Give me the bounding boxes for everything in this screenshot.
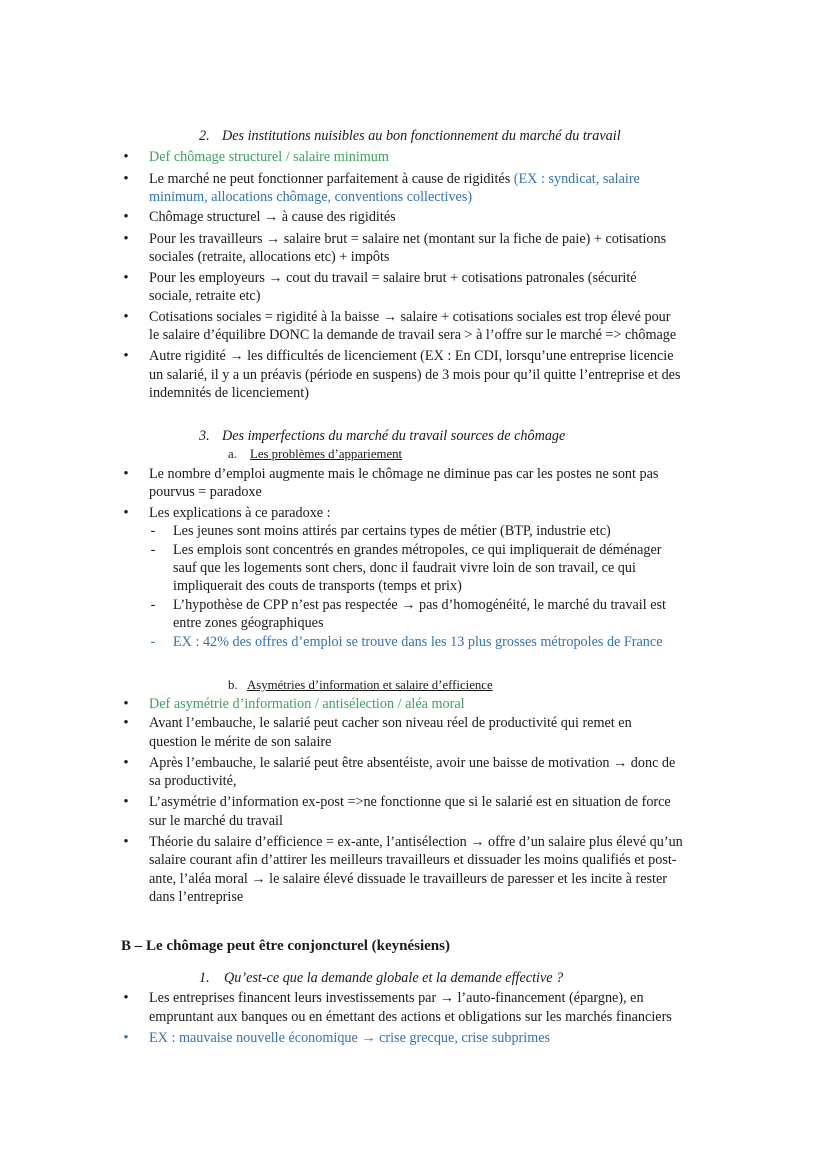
list-item: Avant l’embauche, le salarié peut cacher son niveau réel de productivité qui remet en xyxy=(149,715,632,731)
list-item: Les explications à ce paradoxe : xyxy=(149,505,331,521)
bullet-icon: • xyxy=(123,466,129,482)
list-item-continuation: sur le marché du travail xyxy=(149,813,283,829)
sub-list-item: Les emplois sont concentrés en grandes métropoles, ce qui impliquerait de déménager xyxy=(173,542,662,558)
list-item: Théorie du salaire d’efficience = ex-ante, l’antisélection → offre d’un salaire plus élevé qu’un xyxy=(149,834,683,850)
bullet-icon: • xyxy=(123,794,129,810)
bullet-icon: • xyxy=(123,231,129,247)
bullet-icon: • xyxy=(123,505,129,521)
bullet-icon: • xyxy=(123,309,129,325)
bullet-icon: • xyxy=(123,348,129,364)
sub-list-item-continuation: entre zones géographiques xyxy=(173,615,324,631)
list-item-continuation: le salaire d’équilibre DONC la demande de travail sera > à l’offre sur le marché => chômage xyxy=(149,327,677,343)
subsection-b-title: Asymétries d’information et salaire d’efficience xyxy=(247,678,493,692)
section-b-1-number: 1. xyxy=(199,970,210,986)
example-text: minimum, allocations chômage, conventions collectives) xyxy=(149,189,473,205)
section-3-title: Des imperfections du marché du travail sources de chômage xyxy=(222,428,566,444)
section-b-1-title: Qu’est-ce que la demande globale et la demande effective ? xyxy=(224,970,564,986)
bullet-icon: • xyxy=(123,990,129,1006)
list-item: Autre rigidité → les difficultés de licenciement (EX : En CDI, lorsqu’une entreprise licencie xyxy=(149,348,674,364)
subsection-a-letter: a. xyxy=(228,447,237,461)
dash-icon: - xyxy=(150,634,156,650)
list-item-continuation: salaire courant afin d’attirer les meilleurs travailleurs et dissuader les moins qualifiés et post- xyxy=(149,852,677,868)
list-item-continuation: question le mérite de son salaire xyxy=(149,734,332,750)
definition-line: Def chômage structurel / salaire minimum xyxy=(149,149,389,165)
list-item-text: Le marché ne peut fonctionner parfaitement à cause de rigidités xyxy=(149,171,514,187)
list-item: Chômage structurel → à cause des rigidités xyxy=(149,209,396,225)
bullet-icon: • xyxy=(123,696,129,712)
example-text: EX : mauvaise nouvelle économique → crise grecque, crise subprimes xyxy=(149,1030,551,1046)
section-2-number: 2. xyxy=(199,128,210,144)
list-item: Pour les employeurs → cout du travail = salaire brut + cotisations patronales (sécurité xyxy=(149,270,637,286)
bullet-icon: • xyxy=(123,209,129,225)
dash-icon: - xyxy=(150,523,156,539)
section-b-title: B – Le chômage peut être conjoncturel (keynésiens) xyxy=(121,938,450,954)
list-item-continuation: sociale, retraite etc) xyxy=(149,288,261,304)
list-item-continuation: sociales (retraite, allocations etc) + impôts xyxy=(149,249,390,265)
list-item: Le nombre d’emploi augmente mais le chômage ne diminue pas car les postes ne sont pas xyxy=(149,466,659,482)
list-item-continuation: dans l’entreprise xyxy=(149,889,244,905)
list-item-continuation: pourvus = paradoxe xyxy=(149,484,262,500)
list-item-continuation: empruntant aux banques ou en émettant des actions et obligations sur les marchés financiers xyxy=(149,1009,672,1025)
subsection-a-title: Les problèmes d’appariement xyxy=(250,447,403,461)
list-item-continuation: ante, l’aléa moral → le salaire élevé dissuade le travailleurs de paresser et les incite à rester xyxy=(149,871,667,887)
section-3-number: 3. xyxy=(199,428,210,444)
definition-line: Def asymétrie d’information / antisélection / aléa moral xyxy=(149,696,465,712)
list-item: Les entreprises financent leurs investissements par → l’auto-financement (épargne), en xyxy=(149,990,644,1006)
list-item-continuation: un salarié, il y a un préavis (période en suspens) de 3 mois pour qu’il quitte l’entreprise et des xyxy=(149,367,681,383)
list-item: Après l’embauche, le salarié peut être absentéiste, avoir une baisse de motivation → donc de xyxy=(149,755,676,771)
list-item-continuation: sa productivité, xyxy=(149,773,237,789)
sub-list-item-continuation: sauf que les logements sont chers, donc il faudrait vivre loin de son travail, ce qui xyxy=(173,560,636,576)
dash-icon: - xyxy=(150,597,156,613)
bullet-icon: • xyxy=(123,149,129,165)
example-text: (EX : syndicat, salaire xyxy=(513,171,640,187)
subsection-b-letter: b. xyxy=(228,678,238,692)
list-item xyxy=(149,170,640,189)
list-item: L’asymétrie d’information ex-post =>ne fonctionne que si le salarié est en situation de force xyxy=(149,794,671,810)
bullet-icon: • xyxy=(123,715,129,731)
dash-icon: - xyxy=(150,542,156,558)
sub-list-item-continuation: impliquerait des couts de transports (temps et prix) xyxy=(173,578,462,594)
list-item: Cotisations sociales = rigidité à la baisse → salaire + cotisations sociales est trop élevé pour xyxy=(149,309,671,325)
list-item-continuation: indemnités de licenciement) xyxy=(149,385,309,401)
bullet-icon: • xyxy=(123,270,129,286)
example-text: EX : 42% des offres d’emploi se trouve dans les 13 plus grosses métropoles de France xyxy=(173,634,663,650)
bullet-icon: • xyxy=(123,171,129,187)
section-2-title: Des institutions nuisibles au bon fonctionnement du marché du travail xyxy=(222,128,621,144)
list-item: Pour les travailleurs → salaire brut = salaire net (montant sur la fiche de paie) + cotisations xyxy=(149,231,667,247)
sub-list-item: Les jeunes sont moins attirés par certains types de métier (BTP, industrie etc) xyxy=(173,523,611,539)
bullet-icon: • xyxy=(123,1030,129,1046)
bullet-icon: • xyxy=(123,834,129,850)
bullet-icon: • xyxy=(123,755,129,771)
sub-list-item: L’hypothèse de CPP n’est pas respectée → pas d’homogénéité, le marché du travail est xyxy=(173,597,667,613)
